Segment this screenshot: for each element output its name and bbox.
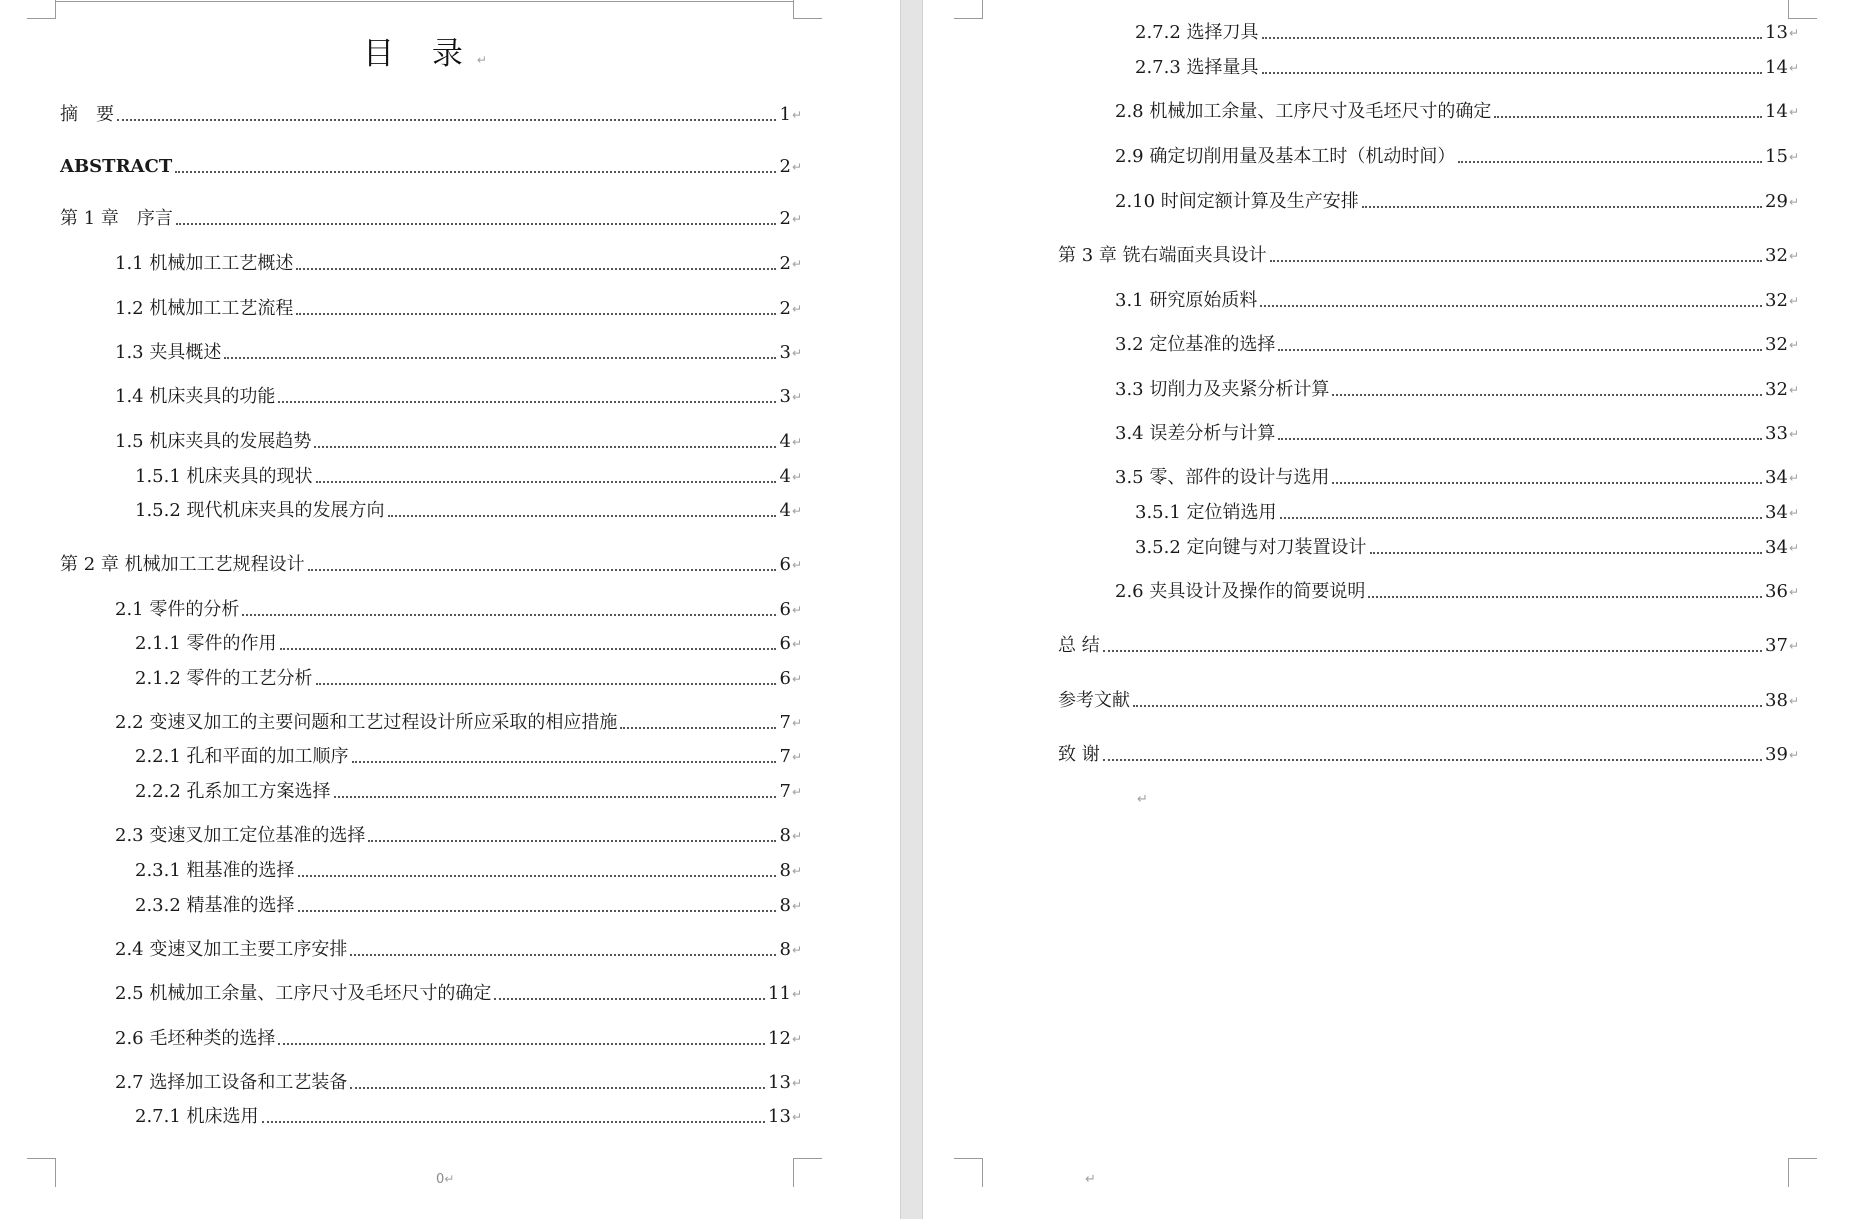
toc-entry[interactable]	[135, 633, 802, 655]
toc-entry-title: 2.9 确定切削用量及基本工时（机动时间）	[1115, 146, 1456, 167]
toc-entry-title: 第 1 章 序言	[60, 208, 173, 229]
toc-dot-leader	[280, 648, 777, 650]
toc-entry-page: 6	[779, 554, 791, 575]
return-mark: ↵	[1788, 338, 1799, 352]
toc-dot-leader	[1332, 482, 1762, 484]
toc-dot-leader	[350, 1087, 765, 1089]
toc-entry-title: 2.7.1 机床选用	[135, 1106, 259, 1127]
toc-dot-leader	[352, 761, 777, 763]
toc-entry-page: 13	[768, 1106, 791, 1127]
return-mark: ↵	[791, 108, 802, 122]
return-mark: ↵	[1788, 585, 1799, 599]
footer-page-number: 0↵	[436, 1172, 455, 1187]
toc-entry-title: 2.2.2 孔系加工方案选择	[135, 781, 331, 802]
return-mark: ↵	[791, 750, 802, 764]
return-mark: ↵	[476, 53, 487, 67]
toc-entry[interactable]	[1115, 101, 1799, 123]
toc-entry-page: 2	[779, 298, 791, 319]
toc-dot-leader	[1370, 552, 1763, 554]
toc-entry-title: 2.1.2 零件的工艺分析	[135, 668, 313, 689]
toc-entry-page: 32	[1765, 245, 1788, 266]
toc-entry-title: ABSTRACT	[60, 156, 173, 177]
toc-entry[interactable]	[135, 466, 802, 488]
toc-entry-page: 6	[779, 633, 791, 654]
toc-entry[interactable]	[1135, 22, 1799, 44]
empty-paragraph-mark: ↵	[1137, 792, 1148, 807]
toc-dot-leader	[1368, 596, 1762, 598]
return-mark: ↵	[1788, 195, 1799, 209]
toc-entry-title: 2.7.3 选择量具	[1135, 57, 1259, 78]
toc-entry-page: 14	[1765, 101, 1788, 122]
toc-entry-title: 2.5 机械加工余量、工序尺寸及毛坯尺寸的确定	[115, 983, 492, 1004]
toc-entry-page: 37	[1765, 635, 1788, 656]
toc-entry-title: 2.3.1 粗基准的选择	[135, 860, 295, 881]
toc-entry[interactable]	[135, 500, 802, 522]
return-mark: ↵	[791, 829, 802, 843]
page-top-rule	[55, 1, 793, 2]
toc-entry-page: 32	[1765, 290, 1788, 311]
toc-entry[interactable]	[135, 781, 802, 803]
toc-dot-leader	[620, 727, 776, 729]
toc-entry-page: 7	[779, 746, 791, 767]
toc-dot-leader	[224, 357, 776, 359]
toc-entry-page: 3	[779, 386, 791, 407]
toc-dot-leader	[350, 954, 776, 956]
left-page	[0, 0, 900, 1219]
toc-dot-leader	[316, 481, 777, 483]
return-mark: ↵	[791, 899, 802, 913]
return-mark: ↵	[791, 302, 802, 316]
toc-entry[interactable]	[115, 712, 802, 734]
return-mark: ↵	[791, 160, 802, 174]
toc-entry-page: 32	[1765, 334, 1788, 355]
toc-entry-title: 3.3 切削力及夹紧分析计算	[1115, 379, 1330, 400]
toc-entry[interactable]	[115, 342, 802, 364]
toc-entry-title: 2.10 时间定额计算及生产安排	[1115, 191, 1359, 212]
toc-entry-title: 2.8 机械加工余量、工序尺寸及毛坯尺寸的确定	[1115, 101, 1492, 122]
return-mark: ↵	[791, 1076, 802, 1090]
return-mark: ↵	[791, 672, 802, 686]
toc-entry-page: 8	[779, 860, 791, 881]
toc-entry-page: 34	[1765, 467, 1788, 488]
toc-entry[interactable]	[1115, 146, 1799, 168]
toc-entry-page: 13	[768, 1072, 791, 1093]
toc-entry[interactable]	[1058, 245, 1799, 267]
toc-entry-title: 致 谢	[1058, 744, 1100, 765]
return-mark: ↵	[791, 716, 802, 730]
return-mark: ↵	[1788, 150, 1799, 164]
toc-entry-title: 摘 要	[60, 104, 114, 125]
toc-dot-leader	[296, 313, 776, 315]
toc-entry-title: 2.2.1 孔和平面的加工顺序	[135, 746, 349, 767]
toc-entry[interactable]	[115, 825, 802, 847]
crop-mark-top-right	[793, 0, 822, 19]
toc-dot-leader	[334, 796, 777, 798]
toc-dot-leader	[117, 119, 776, 121]
toc-dot-leader	[314, 446, 776, 448]
toc-entry-title: 2.7 选择加工设备和工艺装备	[115, 1072, 348, 1093]
return-mark: ↵	[791, 504, 802, 518]
toc-dot-leader	[1260, 305, 1762, 307]
toc-entry[interactable]	[1115, 290, 1799, 312]
toc-entry-title: 2.4 变速叉加工主要工序安排	[115, 939, 348, 960]
toc-entry-title: 3.4 误差分析与计算	[1115, 423, 1276, 444]
toc-dot-leader	[494, 998, 765, 1000]
toc-entry-page: 32	[1765, 379, 1788, 400]
toc-entry[interactable]	[60, 156, 802, 178]
toc-entry-title: 1.5 机床夹具的发展趋势	[115, 431, 312, 452]
return-mark: ↵	[791, 603, 802, 617]
toc-entry-page: 13	[1765, 22, 1788, 43]
crop-mark-top-left	[27, 0, 56, 19]
return-mark: ↵	[791, 1110, 802, 1124]
toc-entry[interactable]	[1058, 635, 1799, 657]
return-mark: ↵	[791, 346, 802, 360]
toc-entry-title: 1.5.1 机床夹具的现状	[135, 466, 313, 487]
return-mark: ↵	[1788, 639, 1799, 653]
toc-entry-title: 2.6 毛坯种类的选择	[115, 1028, 276, 1049]
toc-entry[interactable]	[1115, 581, 1799, 603]
crop-mark-bottom-right	[1788, 1158, 1817, 1187]
toc-entry[interactable]	[1115, 191, 1799, 213]
toc-dot-leader	[1494, 116, 1762, 118]
crop-mark-bottom-right	[793, 1158, 822, 1187]
return-mark: ↵	[1788, 61, 1799, 75]
toc-entry[interactable]	[1135, 57, 1799, 79]
toc-dot-leader	[1332, 394, 1762, 396]
toc-dot-leader	[388, 515, 777, 517]
toc-entry-page: 39	[1765, 744, 1788, 765]
toc-entry-title: 2.2 变速叉加工的主要问题和工艺过程设计所应采取的相应措施	[115, 712, 618, 733]
toc-entry[interactable]	[115, 253, 802, 275]
toc-dot-leader	[298, 910, 777, 912]
toc-entry-page: 34	[1765, 502, 1788, 523]
toc-entry-page: 34	[1765, 537, 1788, 558]
return-mark: ↵	[1788, 105, 1799, 119]
toc-entry-page: 8	[779, 895, 791, 916]
toc-entry[interactable]	[135, 1106, 802, 1128]
toc-dot-leader	[1103, 759, 1762, 761]
toc-dot-leader	[1262, 72, 1763, 74]
page-gutter	[900, 0, 923, 1219]
toc-entry-title: 参考文献	[1058, 690, 1130, 711]
toc-entry-page: 12	[768, 1028, 791, 1049]
toc-entry-page: 38	[1765, 690, 1788, 711]
return-mark: ↵	[791, 257, 802, 271]
toc-dot-leader	[1262, 37, 1763, 39]
toc-entry-page: 15	[1765, 146, 1788, 167]
toc-dot-leader	[262, 1121, 766, 1123]
toc-entry-page: 29	[1765, 191, 1788, 212]
return-mark: ↵	[791, 864, 802, 878]
toc-entry[interactable]	[115, 599, 802, 621]
return-mark: ↵	[791, 987, 802, 1001]
return-mark: ↵	[1788, 294, 1799, 308]
toc-entry-page: 8	[779, 939, 791, 960]
toc-dot-leader	[1362, 206, 1762, 208]
toc-entry-title: 1.1 机械加工工艺概述	[115, 253, 294, 274]
toc-title-text: 目 录	[363, 36, 477, 72]
toc-entry[interactable]	[115, 1072, 802, 1094]
toc-entry-page: 1	[779, 104, 791, 125]
return-mark: ↵	[791, 943, 802, 957]
toc-entry-title: 第 2 章 机械加工工艺规程设计	[60, 554, 305, 575]
toc-entry-page: 36	[1765, 581, 1788, 602]
toc-dot-leader	[296, 268, 776, 270]
toc-entry-title: 总 结	[1058, 635, 1100, 656]
toc-entry-page: 2	[779, 208, 791, 229]
toc-entry-page: 6	[779, 668, 791, 689]
toc-dot-leader	[298, 875, 777, 877]
crop-mark-bottom-left	[27, 1158, 56, 1187]
toc-dot-leader	[1278, 349, 1762, 351]
toc-entry-title: 2.1.1 零件的作用	[135, 633, 277, 654]
return-mark: ↵	[791, 390, 802, 404]
crop-mark-bottom-left	[954, 1158, 983, 1187]
toc-entry-page: 4	[779, 431, 791, 452]
toc-dot-leader	[242, 614, 776, 616]
return-mark: ↵	[1788, 471, 1799, 485]
toc-entry-title: 2.6 夹具设计及操作的简要说明	[1115, 581, 1366, 602]
return-mark: ↵	[791, 637, 802, 651]
toc-entry[interactable]	[115, 431, 802, 453]
toc-entry-title: 3.2 定位基准的选择	[1115, 334, 1276, 355]
toc-entry[interactable]	[1135, 537, 1799, 559]
toc-entry[interactable]	[60, 554, 802, 576]
toc-entry-title: 2.3 变速叉加工定位基准的选择	[115, 825, 366, 846]
toc-entry-page: 2	[779, 156, 791, 177]
toc-entry[interactable]	[1058, 690, 1799, 712]
toc-entry-title: 3.5.1 定位销选用	[1135, 502, 1277, 523]
toc-entry-page: 33	[1765, 423, 1788, 444]
toc-dot-leader	[1103, 650, 1762, 652]
toc-entry-page: 4	[779, 466, 791, 487]
toc-entry[interactable]	[115, 1028, 802, 1050]
toc-dot-leader	[1278, 438, 1762, 440]
toc-dot-leader	[175, 171, 776, 173]
return-mark: ↵	[791, 785, 802, 799]
toc-entry[interactable]	[135, 746, 802, 768]
toc-entry[interactable]	[135, 860, 802, 882]
right-page	[923, 0, 1851, 1219]
toc-entry-page: 4	[779, 500, 791, 521]
toc-entry-page: 14	[1765, 57, 1788, 78]
toc-entry-title: 3.1 研究原始质料	[1115, 290, 1258, 311]
toc-entry-title: 第 3 章 铣右端面夹具设计	[1058, 245, 1267, 266]
toc-title	[0, 28, 850, 73]
toc-dot-leader	[368, 840, 776, 842]
return-mark: ↵	[1788, 541, 1799, 555]
toc-entry-page: 7	[779, 781, 791, 802]
toc-entry[interactable]	[135, 895, 802, 917]
toc-entry-page: 11	[768, 983, 791, 1004]
toc-dot-leader	[278, 401, 776, 403]
toc-dot-leader	[1280, 517, 1763, 519]
return-mark: ↵	[1788, 748, 1799, 762]
crop-mark-top-right	[1788, 0, 1817, 19]
toc-entry[interactable]	[115, 939, 802, 961]
return-mark: ↵	[791, 212, 802, 226]
toc-dot-leader	[308, 569, 777, 571]
toc-entry[interactable]	[60, 104, 802, 126]
return-mark: ↵	[1788, 427, 1799, 441]
toc-dot-leader	[278, 1043, 765, 1045]
crop-mark-top-left	[954, 0, 983, 19]
return-mark: ↵	[791, 558, 802, 572]
footer-paragraph-mark: ↵	[1085, 1172, 1096, 1187]
toc-entry[interactable]	[1115, 423, 1799, 445]
toc-entry[interactable]	[115, 298, 802, 320]
return-mark: ↵	[791, 435, 802, 449]
toc-entry[interactable]	[115, 983, 802, 1005]
toc-entry-page: 3	[779, 342, 791, 363]
toc-entry[interactable]	[115, 386, 802, 408]
return-mark: ↵	[1788, 383, 1799, 397]
toc-entry-title: 1.2 机械加工工艺流程	[115, 298, 294, 319]
toc-entry-page: 6	[779, 599, 791, 620]
toc-entry-title: 2.1 零件的分析	[115, 599, 240, 620]
return-mark: ↵	[1788, 694, 1799, 708]
toc-entry[interactable]	[60, 208, 802, 230]
toc-entry-page: 2	[779, 253, 791, 274]
toc-dot-leader	[316, 683, 777, 685]
toc-entry[interactable]	[1115, 334, 1799, 356]
toc-dot-leader	[176, 223, 777, 225]
toc-entry[interactable]	[1115, 467, 1799, 489]
toc-entry-page: 7	[779, 712, 791, 733]
toc-entry-title: 3.5.2 定向键与对刀装置设计	[1135, 537, 1367, 558]
toc-entry[interactable]	[1115, 379, 1799, 401]
toc-entry-title: 1.4 机床夹具的功能	[115, 386, 276, 407]
toc-entry-title: 2.7.2 选择刀具	[1135, 22, 1259, 43]
toc-entry[interactable]	[135, 668, 802, 690]
return-mark: ↵	[1788, 506, 1799, 520]
return-mark: ↵	[791, 470, 802, 484]
toc-dot-leader	[1458, 161, 1762, 163]
toc-entry-title: 1.3 夹具概述	[115, 342, 222, 363]
return-mark: ↵	[1788, 26, 1799, 40]
return-mark: ↵	[1788, 249, 1799, 263]
toc-entry-title: 2.3.2 精基准的选择	[135, 895, 295, 916]
toc-dot-leader	[1270, 260, 1762, 262]
toc-entry[interactable]	[1135, 502, 1799, 524]
toc-dot-leader	[1133, 705, 1762, 707]
toc-entry-page: 8	[779, 825, 791, 846]
return-mark: ↵	[791, 1032, 802, 1046]
toc-entry[interactable]	[1058, 744, 1799, 766]
toc-entry-title: 1.5.2 现代机床夹具的发展方向	[135, 500, 385, 521]
toc-entry-title: 3.5 零、部件的设计与选用	[1115, 467, 1330, 488]
